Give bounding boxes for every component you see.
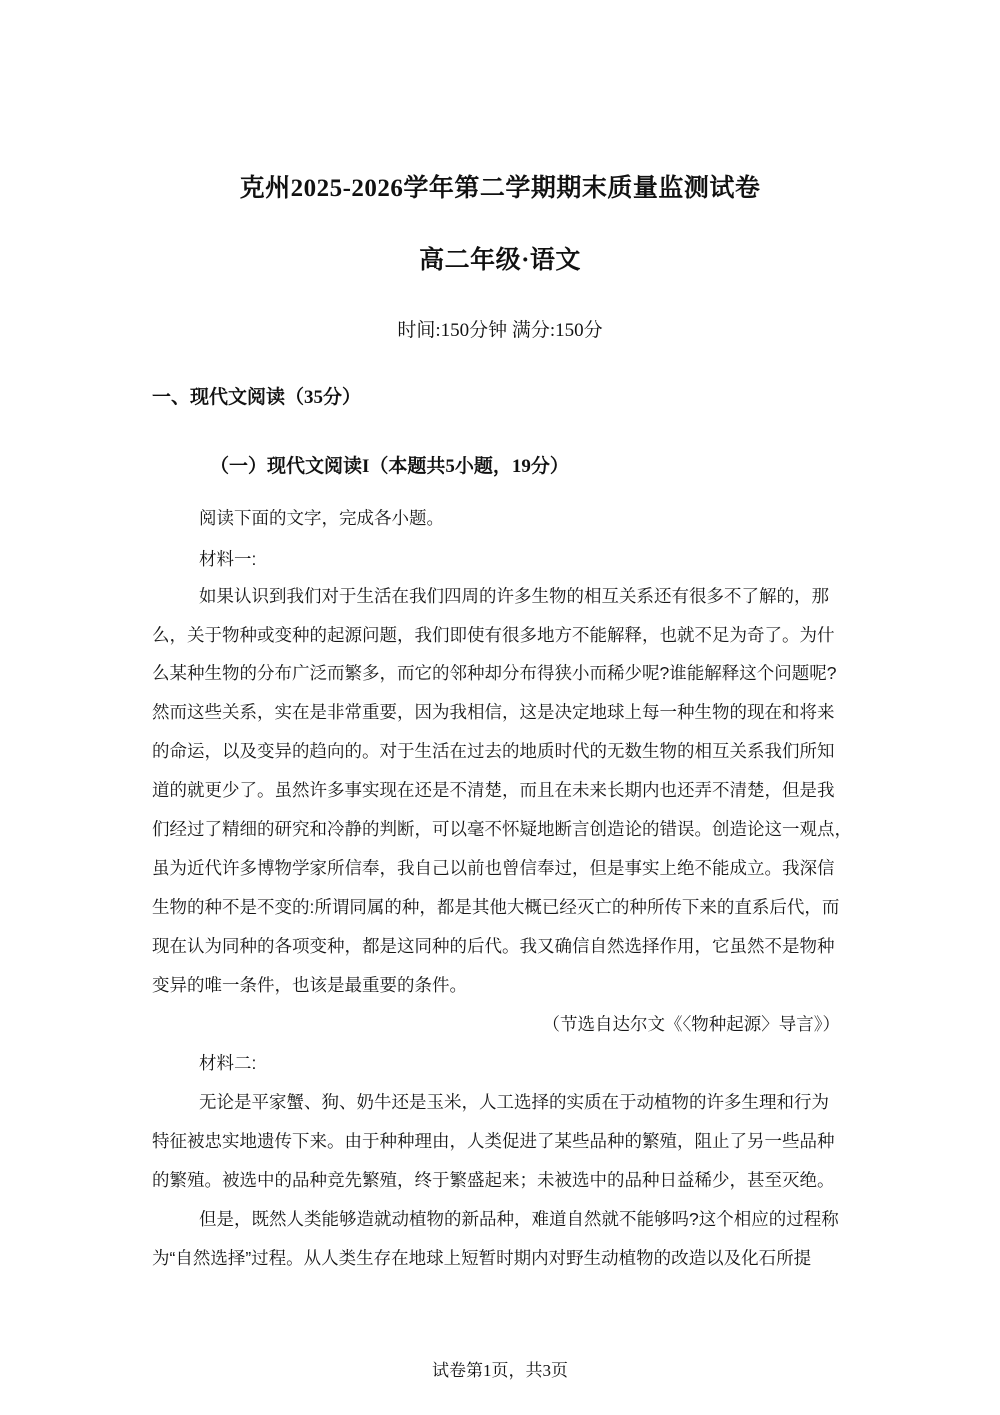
page-footer: 试卷第1页，共3页: [432, 1361, 568, 1380]
subsection-heading: （一）现代文阅读I（本题共5小题，19分）: [210, 456, 569, 477]
paragraph-line: 变异的唯一条件，也该是最重要的条件。: [152, 975, 467, 995]
exam-meta: 时间:150分钟 满分:150分: [397, 320, 603, 341]
paragraph-line: 无论是平家蟹、狗、奶牛还是玉米，人工选择的实质在于动植物的许多生理和行为: [199, 1092, 829, 1112]
paragraph-line: 然而这些关系，实在是非常重要，因为我相信，这是决定地球上每一种生物的现在和将来: [152, 702, 835, 722]
paragraph-line: 生物的种不是不变的:所谓同属的种，都是其他大概已经灭亡的种所传下来的直系后代，而: [152, 897, 840, 917]
exam-title: 克州2025-2026学年第二学期期末质量监测试卷: [239, 175, 761, 202]
paragraph-line: 的命运，以及变异的趋向的。对于生活在过去的地质时代的无数生物的相互关系我们所知: [152, 741, 835, 761]
paragraph-line: 么，关于物种或变种的起源问题，我们即使有很多地方不能解释，也就不足为奇了。为什: [152, 625, 835, 645]
material-label: 材料一:: [199, 549, 257, 569]
paragraph-line: 虽为近代许多博物学家所信奉，我自己以前也曾信奉过，但是事实上绝不能成立。我深信: [152, 858, 835, 878]
paragraph-line: 道的就更少了。虽然许多事实现在还是不清楚，而且在未来长期内也还弄不清楚，但是我: [152, 780, 835, 800]
paragraph-line: 但是，既然人类能够造就动植物的新品种，难道自然就不能够吗?这个相应的过程称: [199, 1209, 839, 1229]
section-heading: 一、现代文阅读（35分）: [152, 387, 362, 408]
paragraph-line: 们经过了精细的研究和冷静的判断，可以毫不怀疑地断言创造论的错误。创造论这一观点，: [152, 819, 852, 839]
paragraph-line: 么某种生物的分布广泛而繁多，而它的邻种却分布得狭小而稀少呢?谁能解释这个问题呢?: [152, 663, 837, 683]
paragraph-line: 为“自然选择”过程。从人类生存在地球上短暂时期内对野生动植物的改造以及化石所提: [152, 1248, 812, 1268]
paragraph-line: 如果认识到我们对于生活在我们四周的许多生物的相互关系还有很多不了解的，那: [199, 586, 829, 606]
paragraph-line: 特征被忠实地遗传下来。由于种种理由，人类促进了某些品种的繁殖，阻止了另一些品种: [152, 1131, 835, 1151]
exam-subtitle: 高二年级·语文: [419, 247, 581, 274]
instruction: 阅读下面的文字，完成各小题。: [199, 508, 444, 528]
material-label: 材料二:: [199, 1053, 257, 1073]
paragraph-line: 的繁殖。被选中的品种竞先繁殖，终于繁盛起来；未被选中的品种日益稀少，甚至灭绝。: [152, 1170, 835, 1190]
paragraph-line: 现在认为同种的各项变种，都是这同种的后代。我又确信自然选择作用，它虽然不是物种: [152, 936, 835, 956]
material-source: （节选自达尔文《〈物种起源〉导言》）: [542, 1014, 840, 1034]
